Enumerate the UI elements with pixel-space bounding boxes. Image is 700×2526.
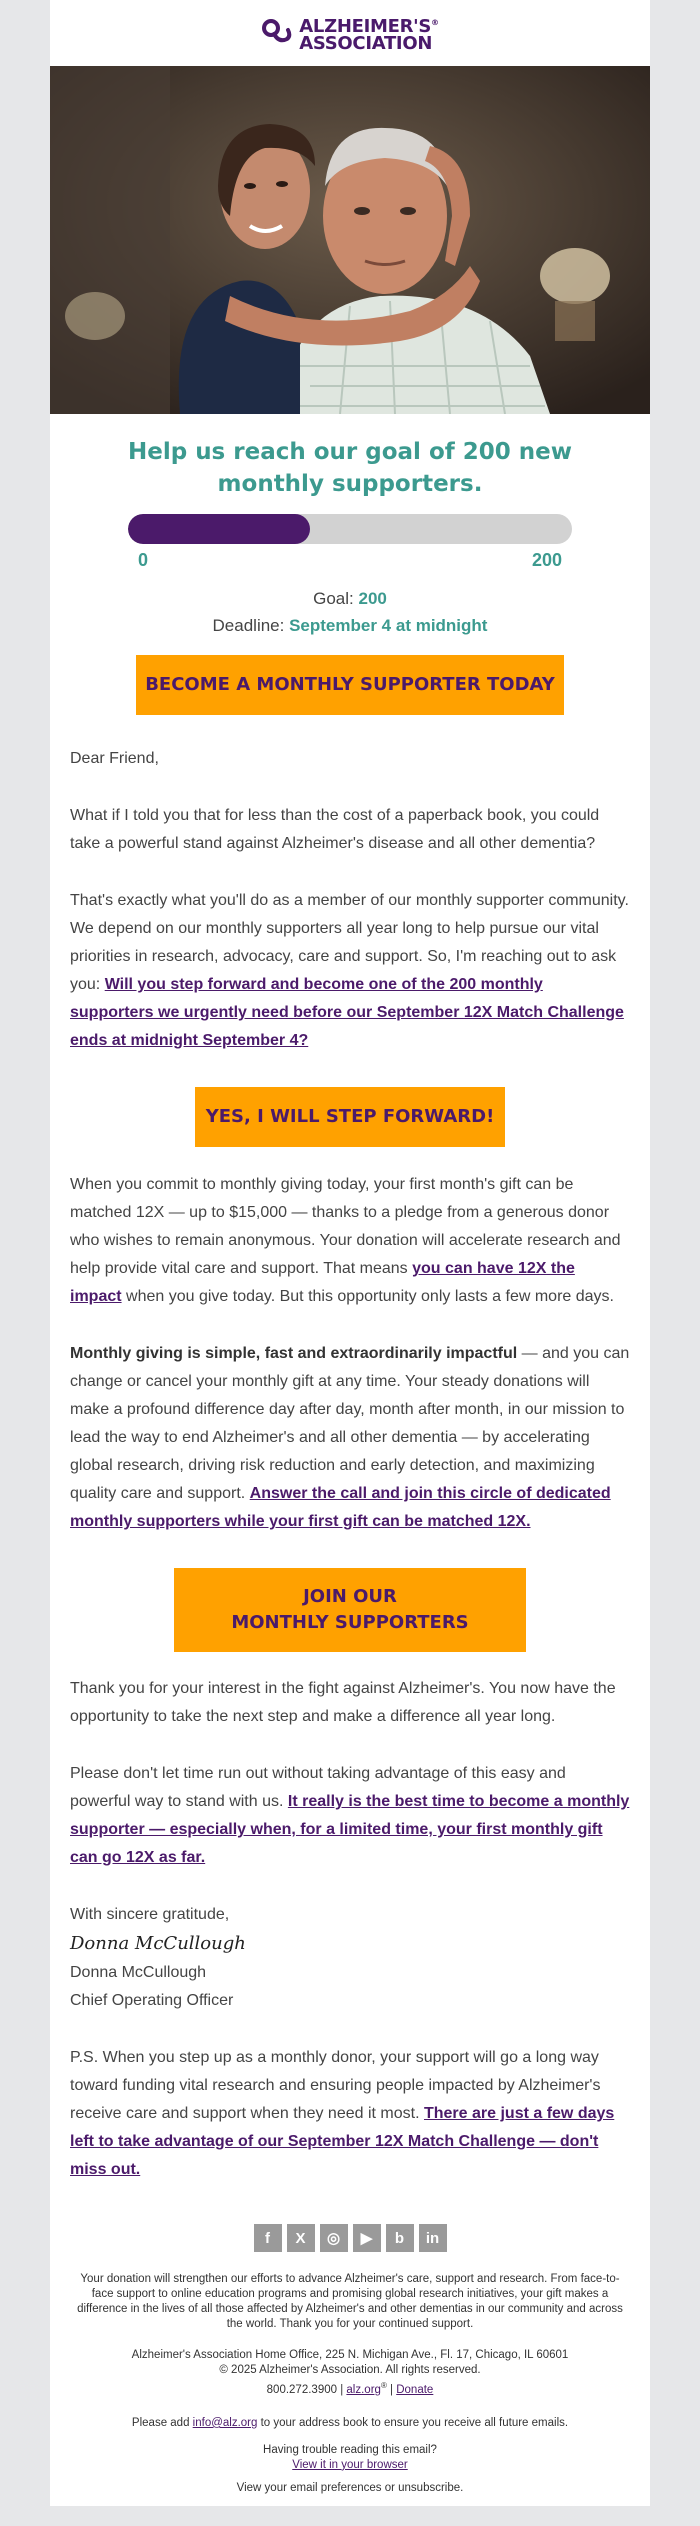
- hero-photo: [50, 66, 650, 414]
- info-email-link[interactable]: info@alz.org: [192, 2416, 258, 2429]
- progress-labels: [128, 544, 572, 571]
- social-links: [50, 2224, 650, 2252]
- footer-mission: Your donation will strengthen our efforts to advance Alzheimer's care, support and research. From face-to-face support to online education programs and promising global research initiatives, your gift makes a difference in the lives of all those affected by Alzheimer's and other dementias in our community and across the world. Thank you for your continued support.: [77, 2273, 623, 2330]
- progress-max-label: 200: [531, 550, 562, 570]
- preferences-link[interactable]: View your email preferences or unsubscribe.: [236, 2481, 464, 2494]
- deadline-line: Deadline: September 4 at midnight: [212, 616, 488, 635]
- view-in-browser-link[interactable]: View it in your browser: [292, 2458, 408, 2471]
- deadline-value: September 4 at midnight: [289, 616, 488, 635]
- alz-org-link[interactable]: alz.org: [346, 2383, 381, 2396]
- brand-logo[interactable]: [261, 14, 438, 52]
- step-forward-link[interactable]: Will you step forward and become one of the 200 monthly supporters we urgently need before our September 12X Match Challenge ends at midnight September 4?: [70, 976, 624, 1049]
- x-icon[interactable]: X: [287, 2224, 315, 2252]
- paragraph-5: Thank you for your interest in the fight against Alzheimer's. You now have the opportunity to take the next step and make a difference all year long.: [70, 1680, 616, 1725]
- goal-meta: [50, 585, 650, 639]
- footer-address: Alzheimer's Association Home Office, 225 N. Michigan Ave., Fl. 17, Chicago, IL 60601: [131, 2349, 569, 2361]
- paragraph-3: When you commit to monthly giving today, your first month's gift can be matched 12X — up to $15,000 — thanks to a pledge from a generous donor who wishes to remain anonymous. Your donation will accelerate research and help provide vital care and support. That means you can have 12X the impact when you give today. But this opportunity only lasts a few more days.: [70, 1176, 621, 1305]
- signer-title: Chief Operating Officer: [70, 1992, 234, 2009]
- paragraph-4: Monthly giving is simple, fast and extraordinarily impactful — and you can change or cancel your monthly gift at any time. Your steady donations will make a profound difference day after day, month after month, in our mission to lead the way to end Alzheimer's and all other dementia — by accelerating global research, driving risk reduction and early detection, and maximizing quality care and support. Answer the call and join this circle of dedicated monthly supporters while your first gift can be matched 12X.: [70, 1345, 630, 1530]
- brand-logo-icon: [261, 17, 293, 49]
- footer-addressbook: Please add info@alz.org to your address book to ensure you receive all future emails.: [131, 2416, 569, 2429]
- become-monthly-supporter-button[interactable]: BECOME A MONTHLY SUPPORTER TODAY: [136, 655, 564, 715]
- letter-body-3: [50, 1675, 650, 2184]
- footer-copyright: © 2025 Alzheimer's Association. All rights reserved.: [219, 2364, 481, 2376]
- signer-name: Donna McCullough: [70, 1964, 207, 1981]
- signature-image: Donna McCullough: [70, 1933, 246, 1954]
- footer-phone: 800.272.3900: [266, 2383, 338, 2396]
- postscript: P.S. When you step up as a monthly donor, your support will go a long way toward funding vital research and ensuring people impacted by Alzheimer's receive care and support when they need it most. There are just a few days left to take advantage of our September 12X Match Challenge — don't miss out.: [70, 2049, 615, 2178]
- progress-min-label: 0: [138, 550, 149, 570]
- paragraph-2: That's exactly what you'll do as a member of our monthly supporter community. We depend on our monthly supporters all year long to help pursue our vital priorities in research, advocacy, care and support. So, I'm reaching out to ask you: Will you step forward and become one of the 200 monthly supporters we urgently need before our September 12X Match Challenge ends at midnight September 4?: [70, 892, 629, 1049]
- letter-body: [50, 745, 650, 1055]
- progress-fill: [128, 514, 310, 544]
- goal-value: 200: [358, 589, 387, 608]
- progress-track: [128, 514, 572, 544]
- paragraph-6: Please don't let time run out without taking advantage of this easy and powerful way to stand with us. It really is the best time to become a monthly supporter — especially when, for a limited time, your first monthly gift can go 12X as far.: [70, 1765, 630, 1866]
- join-monthly-supporters-button[interactable]: JOIN OUR MONTHLY SUPPORTERS: [174, 1568, 526, 1652]
- blog-icon[interactable]: b: [386, 2224, 414, 2252]
- step-forward-button[interactable]: YES, I WILL STEP FORWARD!: [195, 1087, 505, 1147]
- closing: With sincere gratitude,: [70, 1906, 230, 1923]
- donate-link[interactable]: Donate: [396, 2383, 434, 2396]
- greeting: Dear Friend,: [70, 750, 159, 767]
- goal-progress: [128, 514, 572, 571]
- footer-contact: 800.272.3900 | alz.org® | Donate: [266, 2381, 434, 2396]
- goal-line: Goal: 200: [313, 589, 387, 608]
- linkedin-icon[interactable]: in: [419, 2224, 447, 2252]
- instagram-icon[interactable]: ◎: [320, 2224, 348, 2252]
- answer-the-call-link[interactable]: Answer the call and join this circle of dedicated monthly supporters while your first gift can be matched 12X.: [70, 1485, 611, 1530]
- goal-headline: Help us reach our goal of 200 new monthly supporters.: [127, 439, 572, 497]
- twelve-x-impact-link[interactable]: you can have 12X the impact: [70, 1260, 575, 1305]
- footer-trouble: Having trouble reading this email?: [263, 2443, 437, 2456]
- letter-body-2: [50, 1171, 650, 1536]
- email-header: [50, 0, 650, 66]
- ps-link[interactable]: There are just a few days left to take advantage of our September 12X Match Challenge — don't miss out.: [70, 2105, 615, 2178]
- email-container: [50, 0, 650, 2506]
- paragraph-1: What if I told you that for less than the cost of a paperback book, you could take a powerful stand against Alzheimer's disease and all other dementia?: [70, 807, 600, 852]
- email-footer: [50, 2272, 650, 2496]
- brand-wordmark: ALZHEIMER'S® ASSOCIATION: [299, 16, 439, 54]
- facebook-icon[interactable]: f: [254, 2224, 282, 2252]
- youtube-icon[interactable]: ▶: [353, 2224, 381, 2252]
- best-time-link[interactable]: It really is the best time to become a monthly supporter — especially when, for a limited time, your first monthly gift can go 12X as far.: [70, 1793, 630, 1866]
